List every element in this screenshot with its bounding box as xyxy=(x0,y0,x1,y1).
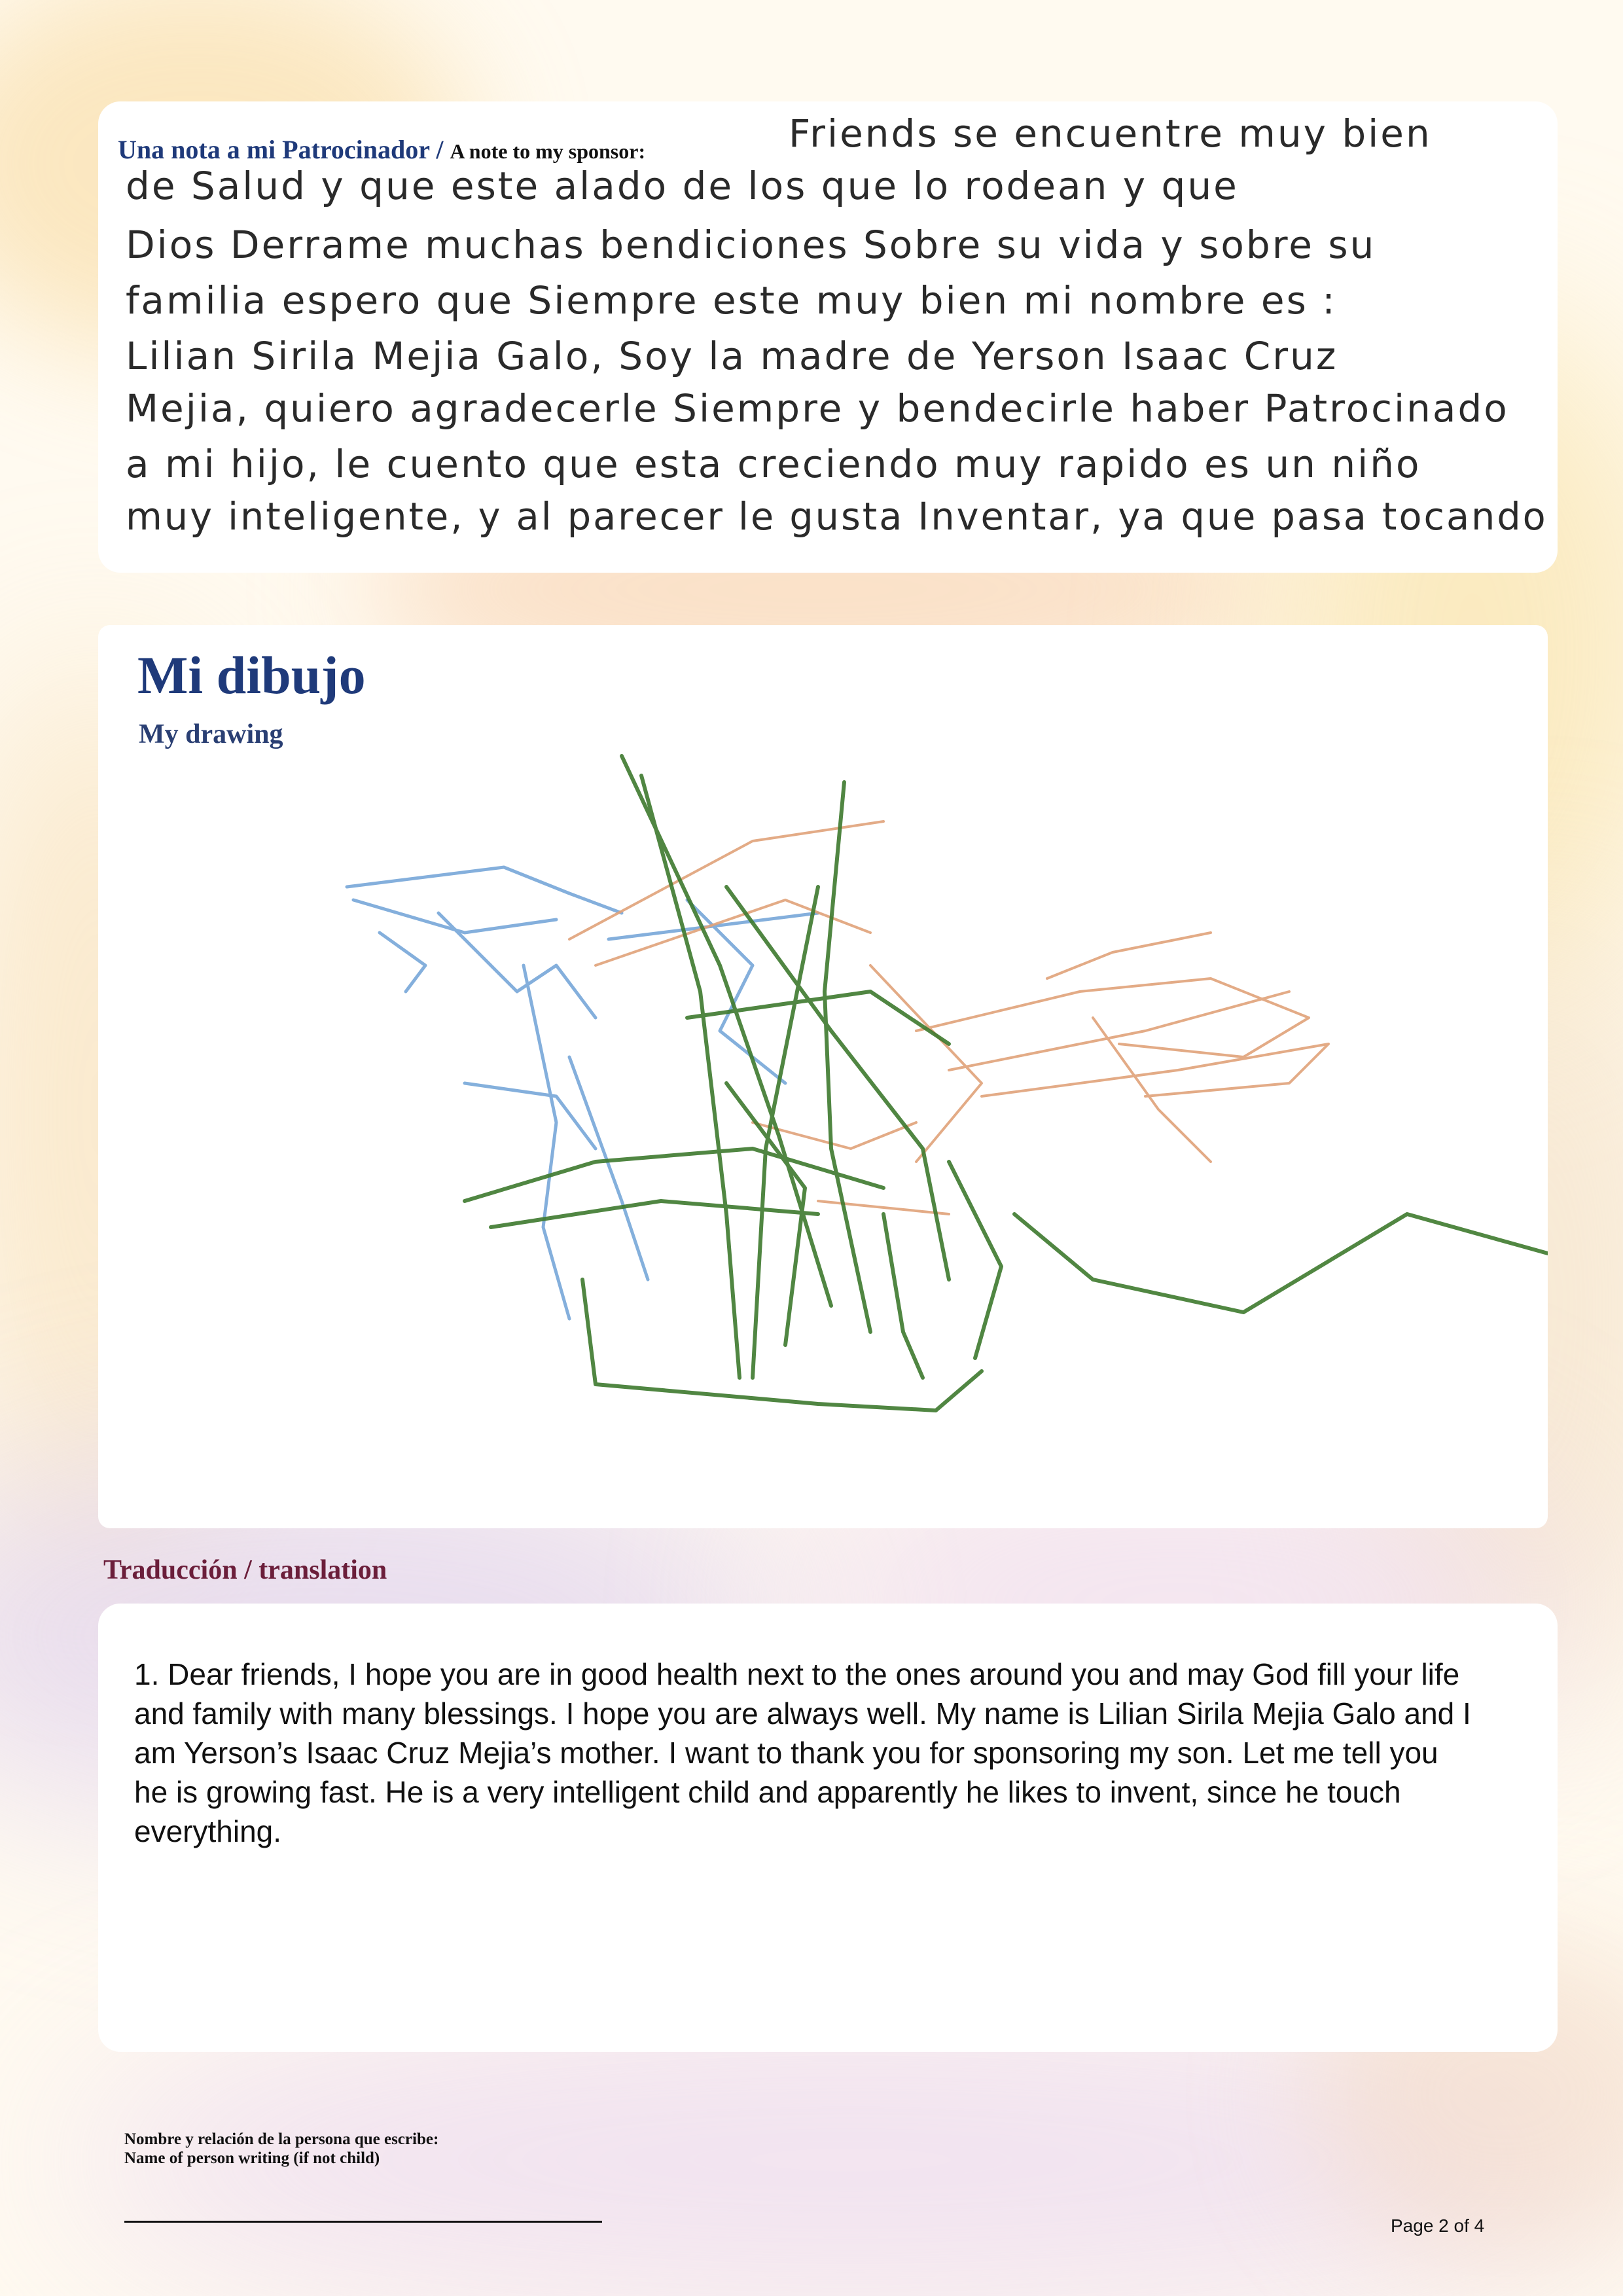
label-slash: / xyxy=(244,1555,259,1585)
note-label-en: A note to my sponsor: xyxy=(450,139,646,163)
writer-label-es: Nombre y relación de la persona que escribe: xyxy=(124,2130,439,2148)
handwritten-line: Dios Derrame muchas bendiciones Sobre su vida y sobre su xyxy=(126,223,1376,267)
note-label xyxy=(118,134,645,165)
drawing-subtitle: My drawing xyxy=(139,719,283,749)
page-number: Page 2 of 4 xyxy=(1391,2215,1485,2236)
handwritten-line: Friends se encuentre muy bien xyxy=(789,111,1432,156)
child-crayon-drawing xyxy=(98,625,1548,1528)
translation-label xyxy=(103,1554,387,1586)
label-slash: / xyxy=(436,135,450,164)
writer-label-en: Name of person writing (if not child) xyxy=(124,2149,380,2167)
handwritten-line: a mi hijo, le cuento que esta creciendo muy rapido es un niño xyxy=(126,442,1421,486)
handwritten-line: familia espero que Siempre este muy bien mi nombre es : xyxy=(126,278,1337,323)
green-scribbles xyxy=(465,756,1548,1410)
drawing-title: Mi dibujo xyxy=(137,645,366,705)
handwritten-line: Mejia, quiero agradecerle Siempre y bendecirle haber Patrocinado xyxy=(126,386,1509,431)
handwritten-line: Lilian Sirila Mejia Galo, Soy la madre de Yerson Isaac Cruz xyxy=(126,334,1338,378)
note-label-es: Una nota a mi Patrocinador xyxy=(118,135,430,164)
signature-line xyxy=(124,2221,602,2223)
translation-text: 1. Dear friends, I hope you are in good health next to the ones around you and may God fill your life and family with many blessings. I hope you are always well. My name is Lilian Sirila Mejia Galo and I am Yerson’s Isaac Cruz Mejia’s mother. I want to thank you for sponsoring my son. Let me tell you he is growing fast. He is a very intelligent child and apparently he likes to invent, since he touch everything. xyxy=(134,1657,1471,1848)
handwritten-line: muy inteligente, y al parecer le gusta Inventar, ya que pasa tocando xyxy=(126,494,1548,539)
translation-label-es: Traducción xyxy=(103,1555,238,1585)
blue-scribbles xyxy=(347,867,818,1319)
handwritten-line: de Salud y que este alado de los que lo rodean y que xyxy=(126,164,1239,208)
translation-label-en: translation xyxy=(259,1555,387,1585)
